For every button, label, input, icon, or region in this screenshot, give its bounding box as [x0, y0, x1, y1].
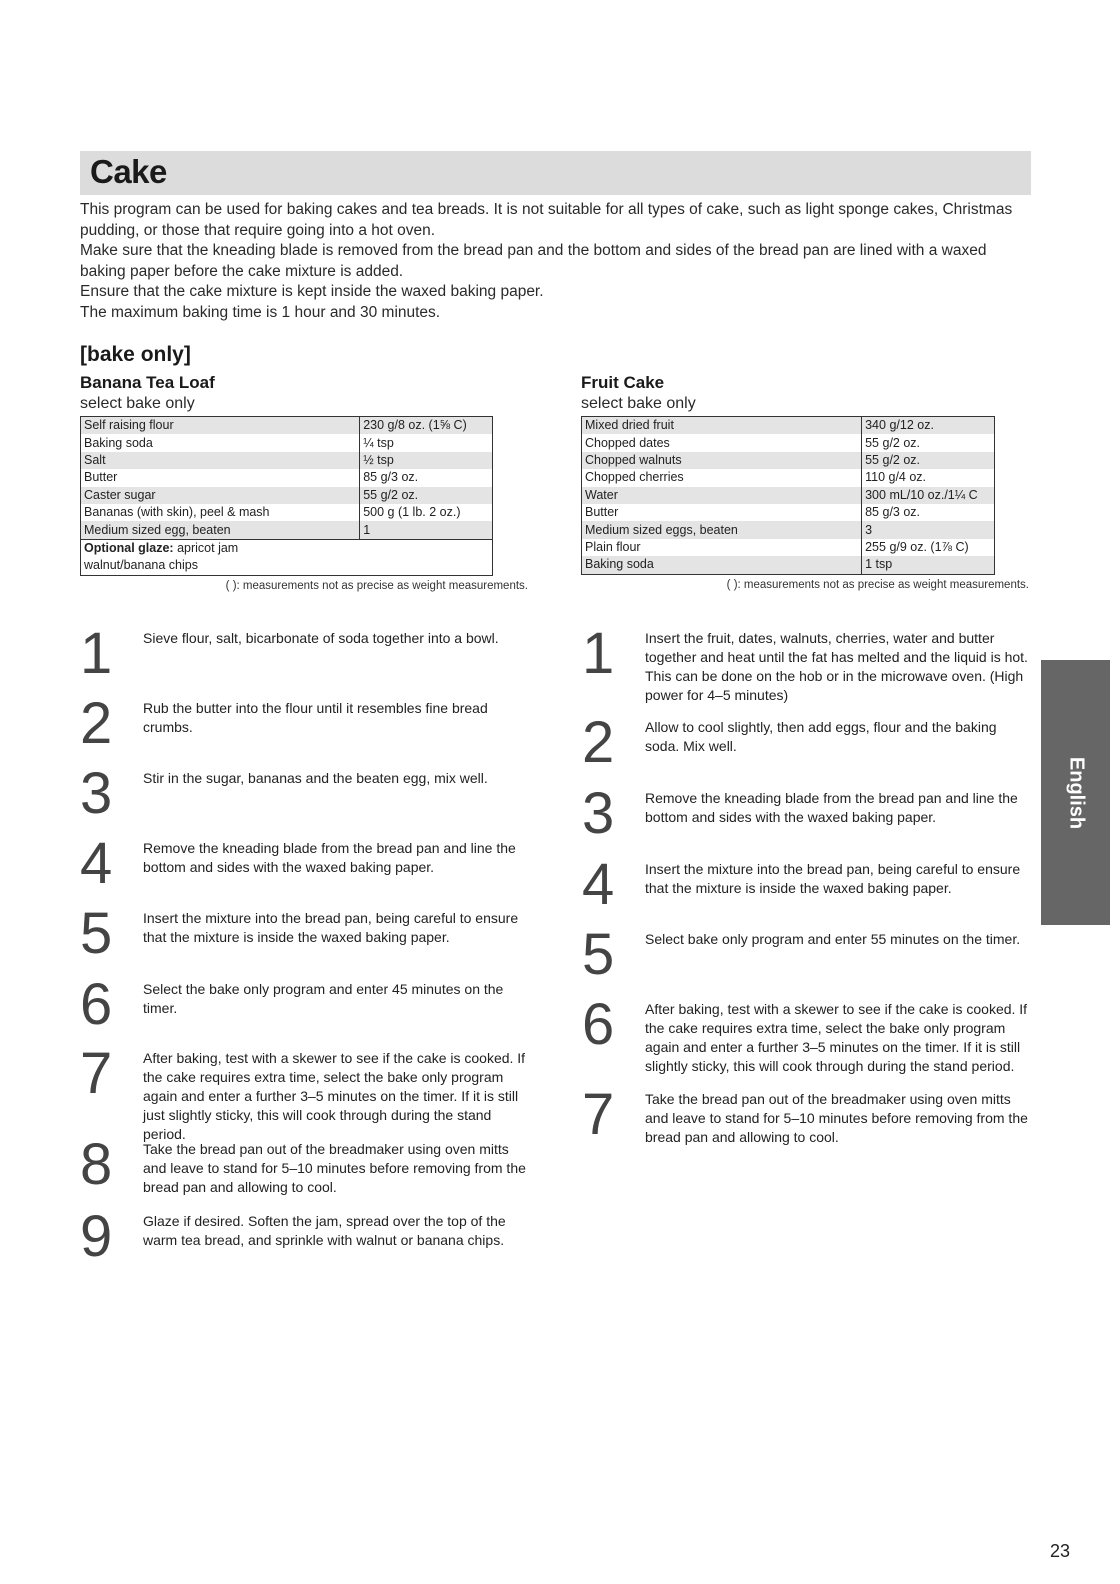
step-text: Insert the fruit, dates, walnuts, cherries, water and butter together and heat until the fat has melted and the liquid is hot. This can be done on the hob or in the microwave oven. (High power for 4–5 minutes) [645, 630, 1028, 703]
ingredient-amount: 85 g/3 oz. [360, 469, 493, 486]
intro-paragraph: This program can be used for baking cakes and tea breads. It is not suitable for all types of cake, such as light sponge cakes, Christmas pudding, or those that require going into a hot oven. [80, 201, 1013, 239]
step-number: 2 [80, 691, 113, 756]
step-number: 6 [80, 972, 113, 1037]
ingredient-amount: 1 tsp [862, 556, 995, 574]
ingredient-amount: 55 g/2 oz. [862, 434, 995, 451]
intro-text [80, 200, 1020, 323]
step-number: 5 [80, 901, 113, 966]
step-text: After baking, test with a skewer to see if the cake is cooked. If the cake requires extra time, select the bake only program again and enter a further 3–5 minutes on the timer. If it is still slightly sticky, this will cook through during the stand period. [645, 1001, 1028, 1074]
ingredient-amount: 1 [360, 521, 493, 539]
ingredient-row [81, 434, 493, 451]
step-number: 3 [582, 781, 615, 846]
step-text: Select the bake only program and enter 45 minutes on the timer. [143, 981, 504, 1016]
ingredient-row [582, 487, 995, 504]
ingredient-name: Medium sized egg, beaten [81, 521, 360, 539]
step-text: Stir in the sugar, bananas and the beaten egg, mix well. [143, 770, 488, 786]
ingredient-row [81, 504, 493, 521]
step-number: 5 [582, 922, 615, 987]
intro-paragraph: Ensure that the cake mixture is kept inside the waxed baking paper. [80, 283, 544, 300]
step-text: After baking, test with a skewer to see if the cake is cooked. If the cake requires extra time, select the bake only program again and enter a further 3–5 minutes on the timer. If it is still just slightly sticky, this will cook through during the stand period. [143, 1050, 526, 1142]
language-tab [1041, 660, 1110, 925]
ingredient-name: Butter [585, 505, 619, 520]
ingredient-row [582, 521, 995, 538]
ingredient-amount: ¼ tsp [360, 434, 493, 451]
ingredient-name: Butter [84, 470, 118, 485]
ingredient-amount: 55 g/2 oz. [862, 452, 995, 469]
ingredient-amount: 230 g/8 oz. (1⅝ C) [360, 417, 493, 435]
recipe-title: Fruit Cake [581, 373, 665, 392]
page-title: Cake [90, 153, 167, 190]
ingredient-amount: 255 g/9 oz. (1⅞ C) [862, 539, 995, 556]
ingredient-amount: 110 g/4 oz. [862, 469, 995, 486]
glaze-label: Optional glaze: [84, 540, 174, 555]
ingredient-row [582, 556, 995, 574]
ingredient-amount: 55 g/2 oz. [360, 487, 493, 504]
step-text: Rub the butter into the flour until it resembles fine bread crumbs. [143, 700, 488, 735]
step-text: Select bake only program and enter 55 minutes on the timer. [645, 931, 1021, 947]
section-title: [bake only] [80, 343, 191, 366]
step-text: Remove the kneading blade from the bread pan and line the bottom and sides with the waxed baking paper. [645, 790, 1018, 825]
glaze-row [81, 557, 493, 575]
ingredient-name: Chopped walnuts [582, 452, 862, 469]
step-number: 2 [582, 710, 615, 775]
step-text: Take the bread pan out of the breadmaker using oven mitts and leave to stand for 5–10 minutes before removing from the bread pan and allowing to cool. [143, 1141, 526, 1195]
measurement-note: ( ): measurements not as precise as weight measurements. [726, 578, 1029, 591]
recipe-subtitle: select bake only [80, 395, 195, 412]
intro-paragraph: The maximum baking time is 1 hour and 30 minutes. [80, 303, 441, 321]
fruit-recipe [581, 372, 1031, 591]
recipe-title: Banana Tea Loaf [80, 373, 215, 392]
ingredient-amount: 340 g/12 oz. [862, 417, 995, 435]
step-number: 3 [80, 761, 113, 826]
ingredients-table [581, 416, 995, 575]
ingredient-name: Baking soda [582, 556, 862, 574]
step-number: 4 [80, 831, 113, 896]
banana-recipe [80, 372, 530, 592]
ingredient-row [81, 521, 493, 539]
ingredient-name: Medium sized eggs, beaten [582, 521, 862, 538]
step-text: Take the bread pan out of the breadmaker using oven mitts and leave to stand for 5–10 minutes before removing from the bread pan and allowing to cool. [645, 1091, 1028, 1145]
ingredient-amount: 500 g (1 lb. 2 oz.) [360, 504, 493, 521]
glaze-item: apricot jam [177, 540, 239, 555]
step-text: Insert the mixture into the bread pan, being careful to ensure that the mixture is inside the waxed baking paper. [645, 861, 1021, 896]
language-tab-label: English [1065, 756, 1087, 829]
step-text: Insert the mixture into the bread pan, being careful to ensure that the mixture is inside the waxed baking paper. [143, 910, 519, 945]
ingredient-row [81, 452, 493, 469]
ingredient-name: Chopped dates [585, 435, 670, 450]
ingredient-amount: 300 mL/10 oz./1¼ C [862, 487, 995, 504]
step-text: Allow to cool slightly, then add eggs, flour and the baking soda. Mix well. [645, 719, 997, 754]
ingredient-name: Mixed dried fruit [582, 417, 862, 435]
ingredient-amount: ½ tsp [360, 452, 493, 469]
ingredient-amount: 85 g/3 oz. [862, 504, 995, 521]
ingredient-row [582, 452, 995, 469]
step-number: 1 [80, 621, 113, 686]
glaze-cell [81, 539, 493, 557]
step-number: 9 [80, 1204, 113, 1269]
ingredients-table [80, 416, 493, 576]
step-text: Sieve flour, salt, bicarbonate of soda together into a bowl. [143, 630, 499, 646]
ingredient-name: Water [582, 487, 862, 504]
ingredient-amount: 3 [862, 521, 995, 538]
ingredient-name: Baking soda [84, 435, 153, 450]
ingredient-name: Bananas (with skin), peel & mash [84, 505, 270, 520]
ingredient-name: Chopped cherries [585, 470, 684, 485]
glaze-row [81, 539, 493, 557]
recipe-subtitle: select bake only [581, 395, 696, 412]
step-number: 8 [80, 1132, 113, 1197]
step-number: 4 [582, 852, 615, 917]
ingredient-row [81, 417, 493, 435]
ingredient-name: Plain flour [585, 539, 641, 554]
step-number: 6 [582, 992, 615, 1057]
ingredient-row [582, 504, 995, 521]
step-number: 7 [582, 1082, 615, 1147]
ingredient-row [582, 469, 995, 486]
step-number: 7 [80, 1041, 113, 1106]
measurement-note: ( ): measurements not as precise as weight measurements. [225, 579, 528, 592]
step-text: Remove the kneading blade from the bread pan and line the bottom and sides with the waxed baking paper. [143, 840, 516, 875]
ingredient-row [81, 487, 493, 504]
glaze-item: walnut/banana chips [84, 558, 198, 573]
title-bar [80, 151, 1031, 195]
ingredient-name: Salt [81, 452, 360, 469]
ingredient-row [81, 469, 493, 486]
ingredient-row [582, 434, 995, 451]
ingredient-row [582, 417, 995, 435]
ingredient-name: Self raising flour [81, 417, 360, 435]
step-number: 1 [582, 621, 615, 686]
ingredient-row [582, 539, 995, 556]
page-number: 23 [1050, 1541, 1071, 1561]
step-text: Glaze if desired. Soften the jam, spread over the top of the warm tea bread, and sprinkle with walnut or banana chips. [143, 1213, 506, 1248]
intro-paragraph: Make sure that the kneading blade is removed from the bread pan and the bottom and sides of the bread pan are lined with a waxed baking paper before the cake mixture is added. [80, 242, 987, 280]
ingredient-name: Caster sugar [81, 487, 360, 504]
